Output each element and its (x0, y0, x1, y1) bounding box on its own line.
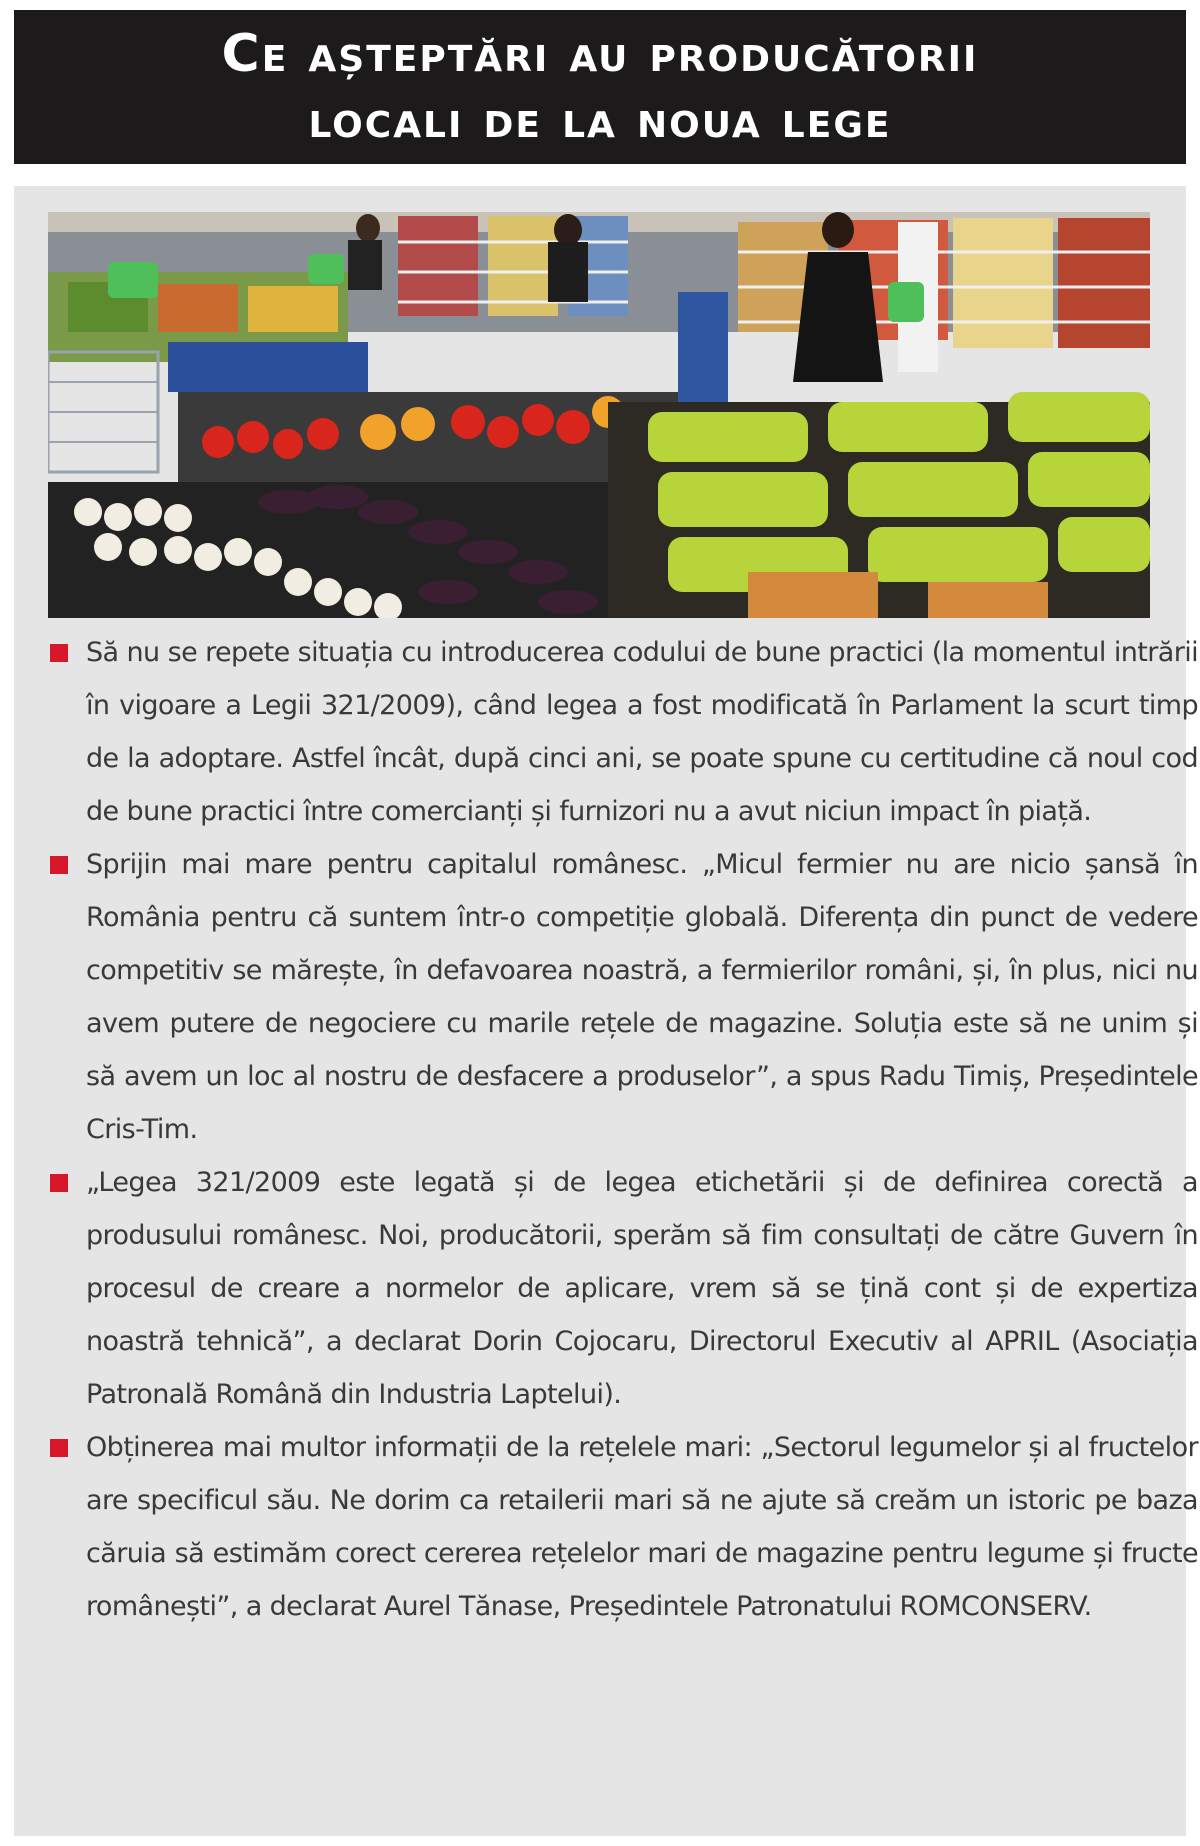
supermarket-produce-photo (48, 212, 1150, 618)
red-square-bullet-icon (50, 644, 68, 662)
article-panel (14, 186, 1198, 1836)
expectations-list (48, 626, 1198, 1633)
red-square-bullet-icon (50, 856, 68, 874)
red-square-bullet-icon (50, 1174, 68, 1192)
title-banner (14, 10, 1186, 164)
list-item (48, 1421, 1198, 1633)
list-item-text: Obținerea mai multor informații de la rețelele mari: „Sectorul legumelor și al fructelor are specificul său. Ne dorim ca retailerii mari să ne ajute să creăm un istoric pe baza căruia să estimăm corect cererea rețelelor mari de magazine pentru legume și fructe românești”, a declarat Aurel Tănase, Președintele Patronatului ROMCONSERV. (86, 1432, 1198, 1622)
list-item (48, 838, 1198, 1156)
list-item (48, 1156, 1198, 1421)
list-item-text: Să nu se repete situația cu introducerea codului de bune practici (la momentul intrării în vigoare a Legii 321/2009), când legea a fost modificată în Parlament la scurt timp de la adoptare. Astfel încât, după cinci ani, se poate spune cu certitudine că noul cod de bune practici între comercianți și furnizori nu a avut niciun impact în piață. (86, 637, 1198, 827)
red-square-bullet-icon (50, 1439, 68, 1457)
article-title-line-2: locali de la noua lege (308, 90, 892, 150)
article-title-line-1: Ce așteptări au producătorii (221, 24, 979, 84)
list-item-text: „Legea 321/2009 este legată și de legea etichetării și de definirea corectă a produsului românesc. Noi, producătorii, sperăm să fim consultați de către Guvern în procesul de creare a normelor de aplicare, vrem să se țină cont și de expertiza noastră tehnică”, a declarat Dorin Cojocaru, Directorul Executiv al APRIL (Asociația Patronală Română din Industria Laptelui). (86, 1167, 1198, 1410)
list-item-text: Sprijin mai mare pentru capitalul românesc. „Micul fermier nu are nicio șansă în România pentru că suntem într-o competiție globală. Diferența din punct de vedere competitiv se mărește, în defavoarea noastră, a fermierilor români, și, în plus, nici nu avem putere de negociere cu marile rețele de magazine. Soluția este să ne unim și să avem un loc al nostru de desfacere a produselor”, a spus Radu Timiș, Președintele Cris-Tim. (86, 849, 1198, 1145)
list-item (48, 626, 1198, 838)
